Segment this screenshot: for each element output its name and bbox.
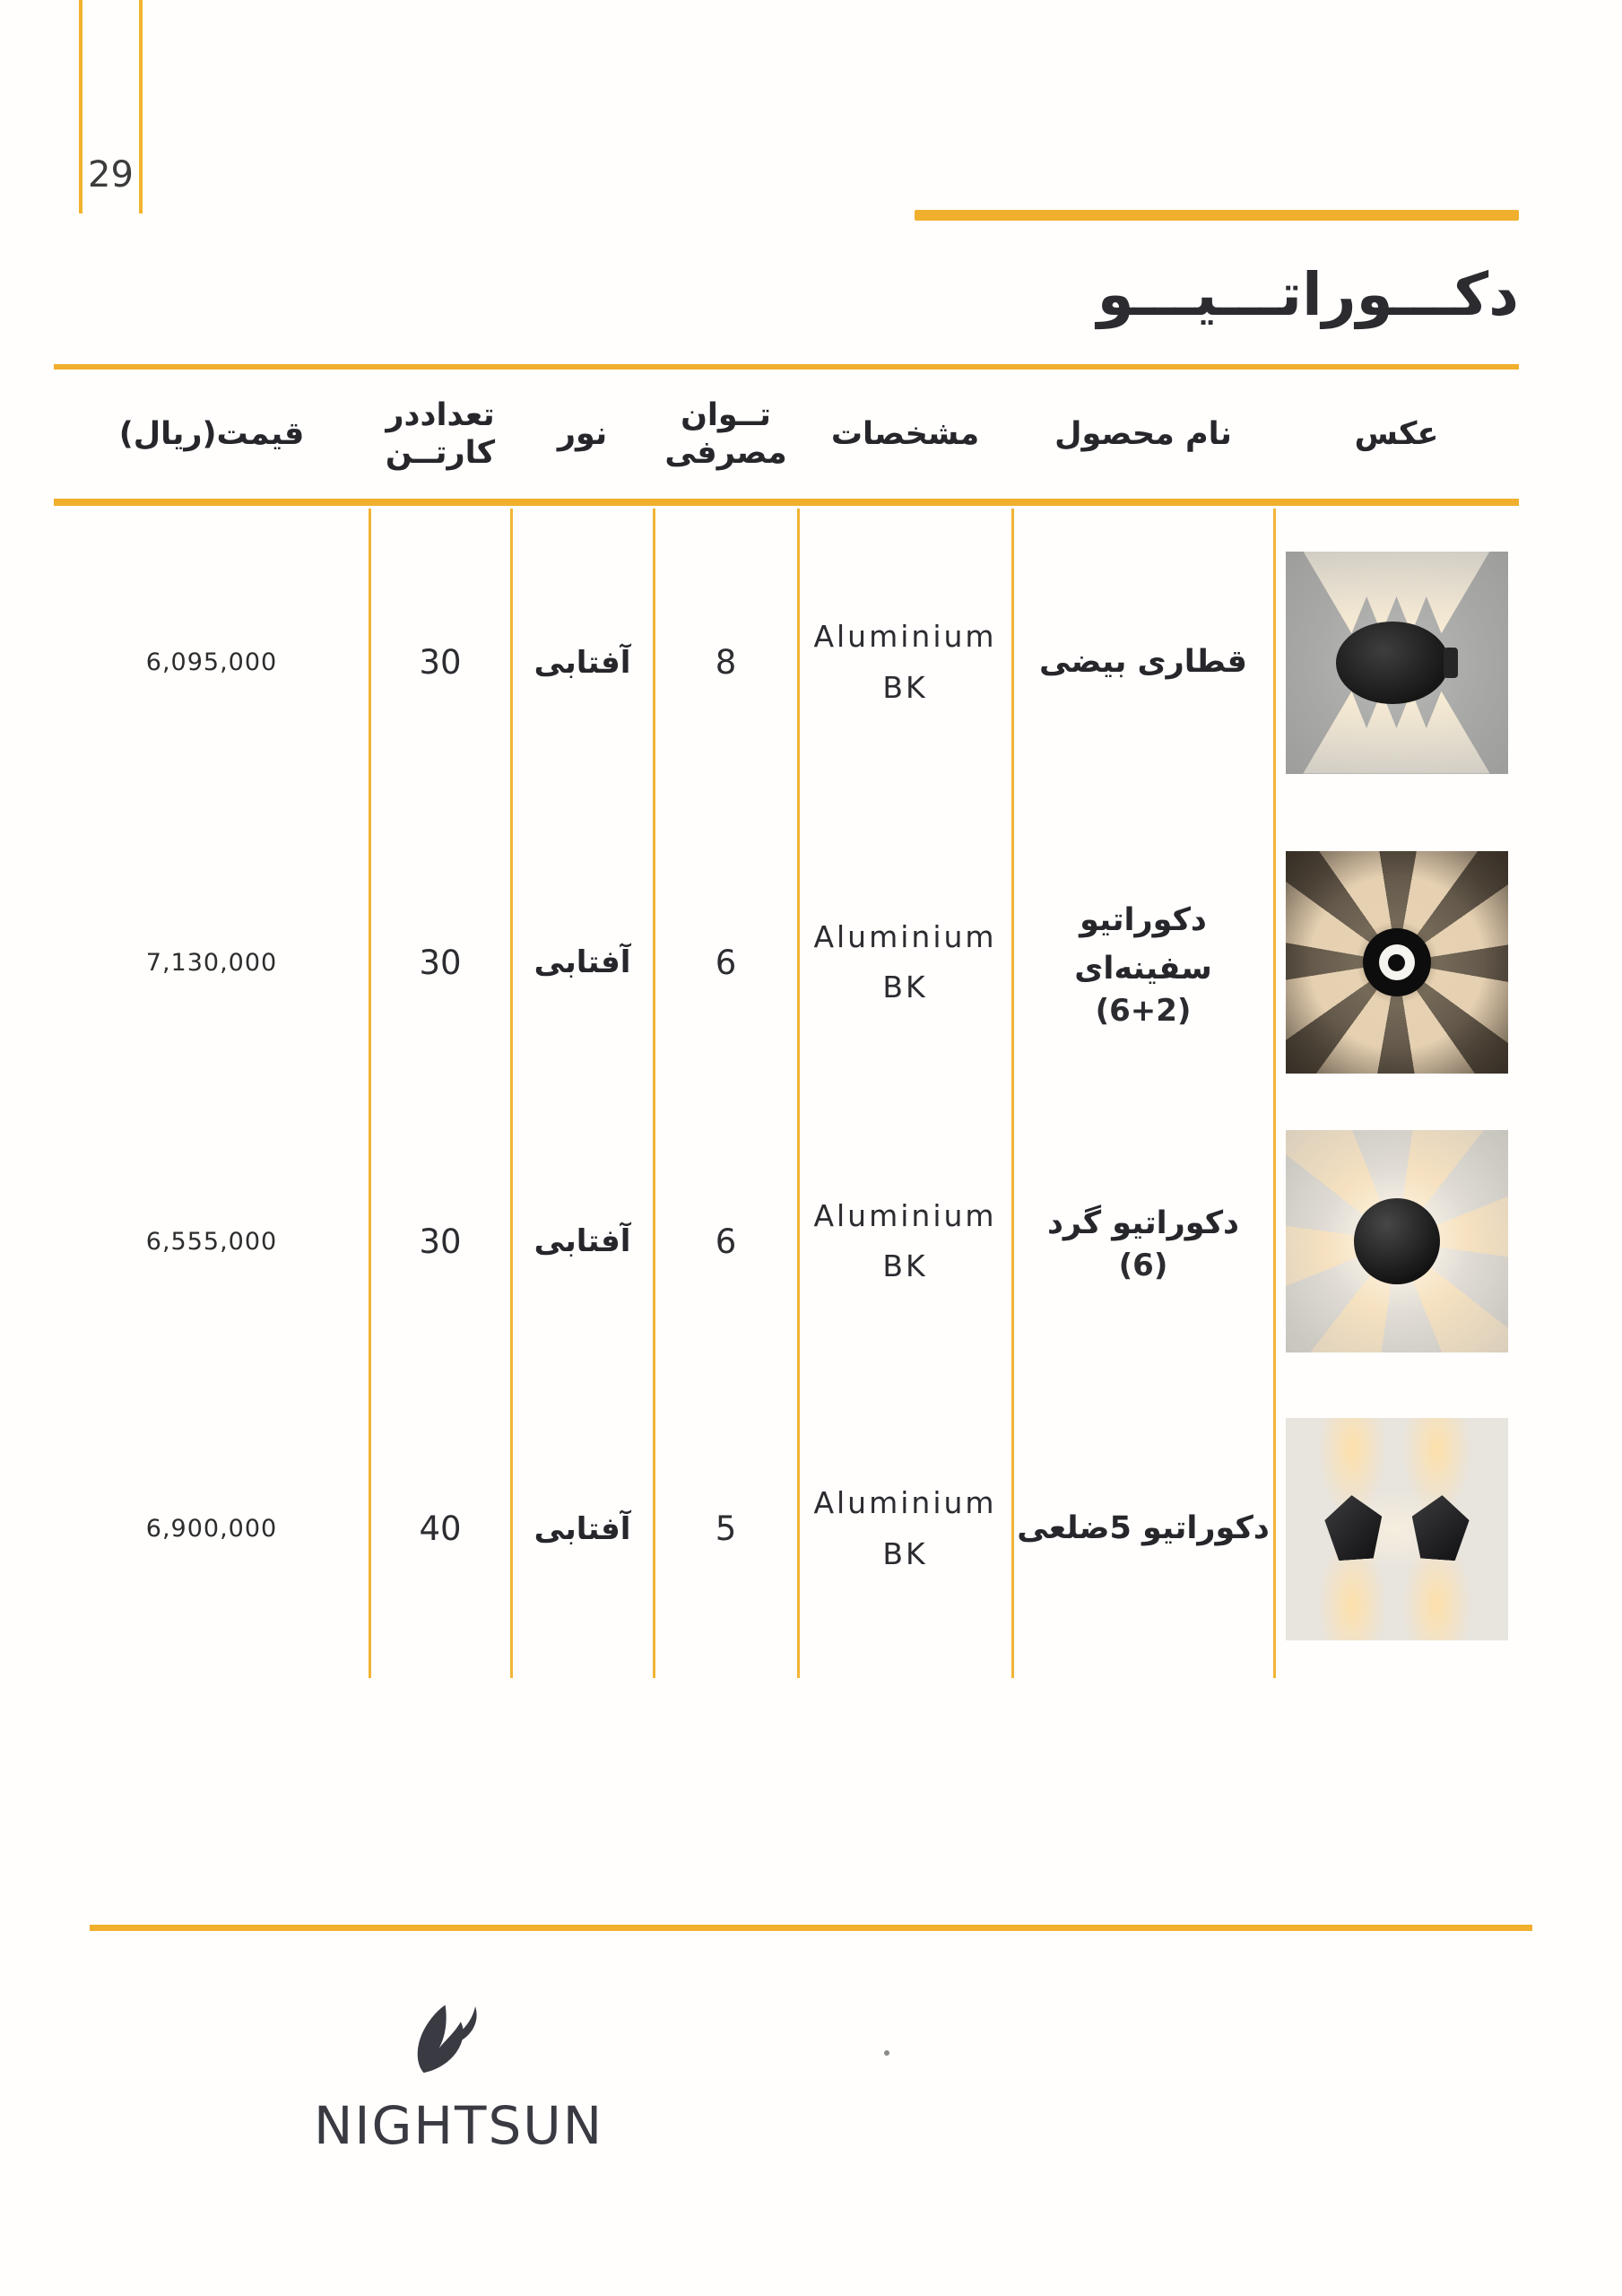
specs-text: Aluminium BK: [813, 1485, 997, 1571]
carton-qty-cell: 30: [419, 943, 462, 982]
lamp-mount: [1444, 648, 1458, 678]
table-row: [54, 818, 1519, 1107]
header-bottom-rule: [54, 499, 1519, 506]
light-cell: آفتابی: [533, 644, 631, 681]
price-cell: 6,555,000: [145, 1227, 278, 1256]
header-photo: عکس: [1354, 416, 1439, 452]
product-name-cell: [1012, 1376, 1274, 1682]
table-row: [54, 1376, 1519, 1682]
brand-name: NIGHTSUN: [314, 2095, 604, 2156]
photo-cell: [1274, 507, 1519, 818]
footer-rule: [90, 1925, 1532, 1931]
nightsun-leaf-icon: [410, 2002, 487, 2079]
specs-text: Aluminium BK: [813, 619, 997, 705]
stray-dot: [884, 2050, 889, 2056]
power-cell: 6: [715, 1222, 737, 1261]
product-name-sub: (6+2): [1095, 993, 1192, 1030]
lamp-body: [1336, 622, 1449, 704]
lamp-body: [1409, 1492, 1470, 1561]
specs-cell: [798, 818, 1012, 1107]
specs-cell: [798, 1107, 1012, 1376]
header-carton-line2: کارتــن: [385, 435, 496, 471]
light-beam-down: [1303, 691, 1489, 774]
lamp-body: [1323, 1492, 1384, 1561]
table-row: [54, 507, 1519, 818]
section-title: دکـــوراتـــیـــو: [1097, 260, 1519, 329]
lamp-center: [1388, 954, 1405, 971]
product-name-sub: (6): [1118, 1248, 1168, 1284]
table-row: [54, 1107, 1519, 1376]
price-cell: 6,095,000: [145, 648, 278, 676]
table-header-row: [54, 370, 1519, 499]
product-name-cell: [1012, 818, 1274, 1107]
power-cell: 5: [715, 1509, 737, 1548]
product-name: قطاری بیضی: [1039, 644, 1247, 681]
product-name: دکوراتیو سفینه‌ای: [1074, 901, 1212, 987]
photo-cell: [1274, 1376, 1519, 1682]
header-power: [654, 370, 798, 499]
power-cell: 8: [715, 643, 737, 682]
specs-text: Aluminium BK: [813, 1197, 997, 1283]
round-decorative-light-photo: [1286, 1130, 1508, 1352]
price-cell: 6,900,000: [145, 1515, 278, 1543]
header-carton-line1: تعداددر: [386, 397, 495, 433]
product-name: دکوراتیو 5ضلعی: [1017, 1510, 1270, 1547]
header-carton-qty: [369, 370, 511, 499]
light-cell: آفتابی: [533, 1510, 631, 1547]
table-body: [54, 507, 1519, 1682]
specs-cell: [798, 1376, 1012, 1682]
header-product-name: نام محصول: [1054, 416, 1232, 452]
header-light: نور: [557, 416, 608, 452]
oval-train-wall-light-photo: [1286, 552, 1508, 774]
light-cell: آفتابی: [533, 944, 631, 980]
specs-text: Aluminium BK: [813, 918, 997, 1004]
carton-qty-cell: 30: [419, 1222, 462, 1261]
light-cell: آفتابی: [533, 1223, 631, 1259]
product-name-cell: [1012, 1107, 1274, 1376]
header-specs: مشخصات: [830, 416, 980, 452]
header-power-line1: تــوان: [681, 397, 771, 433]
header-price: قیمت(ریال): [118, 416, 305, 452]
lamp-body: [1354, 1198, 1440, 1284]
corner-rule-right: [139, 0, 143, 213]
product-name: دکوراتیو گرد: [1046, 1205, 1240, 1241]
price-cell: 7,130,000: [145, 948, 278, 977]
product-name-cell: [1012, 507, 1274, 818]
photo-cell: [1274, 818, 1519, 1107]
pentagon-decorative-light-photo: [1286, 1418, 1508, 1640]
header-power-line2: مصرفی: [664, 435, 787, 471]
carton-qty-cell: 30: [419, 643, 462, 682]
brand-logo: [314, 2002, 604, 2156]
page-number: 29: [88, 154, 134, 196]
title-accent-bar: [915, 210, 1519, 221]
specs-cell: [798, 507, 1012, 818]
photo-cell: [1274, 1107, 1519, 1376]
power-cell: 6: [715, 943, 737, 982]
spaceship-decorative-light-photo: [1286, 851, 1508, 1074]
carton-qty-cell: 40: [419, 1509, 462, 1548]
